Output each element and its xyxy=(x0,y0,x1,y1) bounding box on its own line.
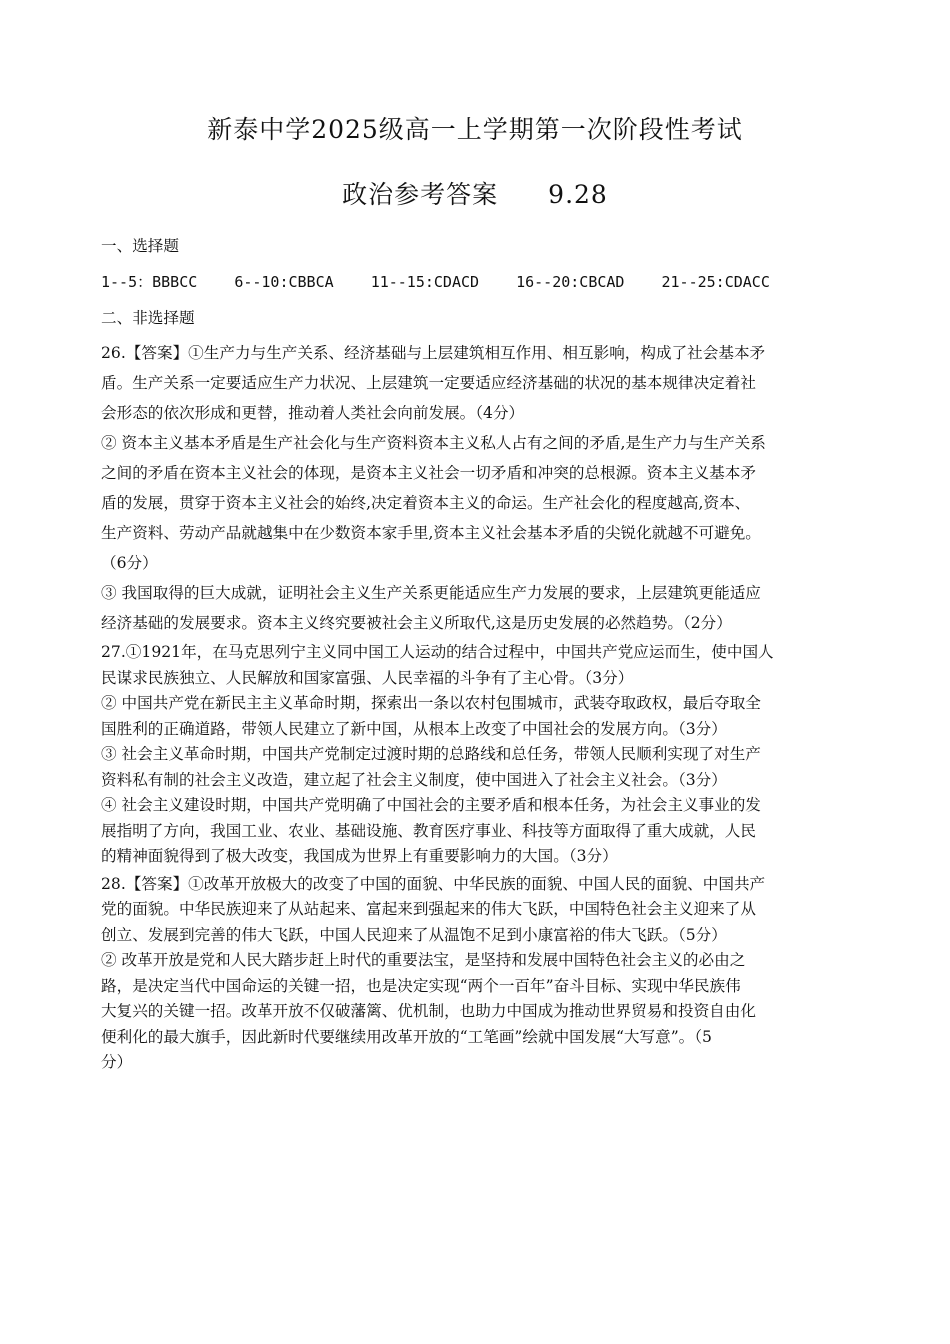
choice-answer-group: 1--5：BBBCC xyxy=(101,273,198,291)
text-line: 会形态的依次形成和更替，推动着人类社会向前发展。（4分） xyxy=(101,404,525,422)
text-line: 路，是决定当代中国命运的关键一招，也是决定实现“两个一百年”奋斗目标、实现中华民族伟 xyxy=(101,976,741,995)
text-line: 分） xyxy=(101,1053,133,1071)
document-title: 新泰中学2025级高一上学期第一次阶段性考试 xyxy=(207,115,743,144)
answer-content xyxy=(101,228,853,1076)
question-28-answer xyxy=(101,872,853,1076)
choice-answer-group: 6--10:CBBCA xyxy=(234,273,334,291)
text-line: 党的面貌。中华民族迎来了从站起来、富起来到强起来的伟大飞跃，中国特色社会主义迎来了从 xyxy=(101,900,756,918)
text-line: 的精神面貌得到了极大改变，我国成为世界上有重要影响力的大国。（3分） xyxy=(101,847,618,865)
text-line: 国胜利的正确道路，带领人民建立了新中国，从根本上改变了中国社会的发展方向。（3分） xyxy=(101,719,727,738)
text-line: 便利化的最大旗手，因此新时代要继续用改革开放的“工笔画”绘就中国发展“大写意”。（5 xyxy=(101,1027,712,1046)
choice-answer-group: 21--25:CDACC xyxy=(661,273,770,291)
text-line: 26.【答案】①生产力与生产关系、经济基础与上层建筑相互作用、相互影响，构成了社会基本矛 xyxy=(101,344,766,362)
text-line: ③ 我国取得的巨大成就，证明社会主义生产关系更能适应生产力发展的要求，上层建筑更能适应 xyxy=(101,584,761,602)
section-heading-nonchoice: 二、非选择题 xyxy=(101,309,195,327)
text-line: 盾。生产关系一定要适应生产力状况、上层建筑一定要适应经济基础的状况的基本规律决定着社 xyxy=(101,374,756,392)
text-line: 生产资料、劳动产品就越集中在少数资本家手里,资本主义社会基本矛盾的尖锐化就越不可避免。 xyxy=(101,524,761,542)
text-line: 之间的矛盾在资本主义社会的体现，是资本主义社会一切矛盾和冲突的总根源。资本主义基本矛 xyxy=(101,464,756,482)
text-line: 资料私有制的社会主义改造，建立起了社会主义制度，使中国进入了社会主义社会。（3分） xyxy=(101,770,727,789)
section-heading-choice: 一、选择题 xyxy=(101,237,179,255)
choice-answer-group: 11--15:CDACD xyxy=(370,273,480,291)
text-line: ③ 社会主义革命时期，中国共产党制定过渡时期的总路线和总任务，带领人民顺利实现了对生产 xyxy=(101,745,761,763)
text-line: 大复兴的关键一招。改革开放不仅破藩篱、优机制，也助力中国成为推动世界贸易和投资自由化 xyxy=(101,1002,756,1020)
text-line: ② 中国共产党在新民主主义革命时期，探索出一条以农村包围城市，武装夺取政权，最后夺取全 xyxy=(101,694,761,712)
text-line: （6分） xyxy=(101,554,158,572)
text-line: 盾的发展，贯穿于资本主义社会的始终,决定着资本主义的命运。生产社会化的程度越高,资本、 xyxy=(101,494,751,512)
text-line: ② 资本主义基本矛盾是生产社会化与生产资料资本主义私人占有之间的矛盾,是生产力与生产关系 xyxy=(101,434,766,452)
text-line: ④ 社会主义建设时期，中国共产党明确了中国社会的主要矛盾和根本任务，为社会主义事业的发 xyxy=(101,796,761,814)
text-line: 27.①1921年，在马克思列宁主义同中国工人运动的结合过程中，中国共产党应运而生，使中国人 xyxy=(101,643,774,661)
text-line: 28.【答案】①改革开放极大的改变了中国的面貌、中华民族的面貌、中国人民的面貌、中国共产 xyxy=(101,874,766,893)
question-27-answer xyxy=(101,640,853,870)
choice-answers xyxy=(101,264,853,300)
text-line: 经济基础的发展要求。资本主义终究要被社会主义所取代,这是历史发展的必然趋势。（2分） xyxy=(101,614,732,632)
text-line: 创立、发展到完善的伟大飞跃，中国人民迎来了从温饱不足到小康富裕的伟大飞跃。（5分） xyxy=(101,925,727,944)
question-26-answer xyxy=(101,338,853,638)
document-subtitle xyxy=(0,175,950,211)
text-line: 展指明了方向，我国工业、农业、基础设施、教育医疗事业、科技等方面取得了重大成就，人民 xyxy=(101,821,756,840)
text-line: ② 改革开放是党和人民大踏步赶上时代的重要法宝，是坚持和发展中国特色社会主义的必由之 xyxy=(101,951,746,969)
exam-date: 9.28 xyxy=(548,180,608,209)
choice-answer-group: 16--20:CBCAD xyxy=(516,273,625,291)
text-line: 民谋求民族独立、人民解放和国家富强、人民幸福的斗争有了主心骨。（3分） xyxy=(101,668,634,687)
subtitle-text: 政治参考答案 xyxy=(342,180,499,209)
